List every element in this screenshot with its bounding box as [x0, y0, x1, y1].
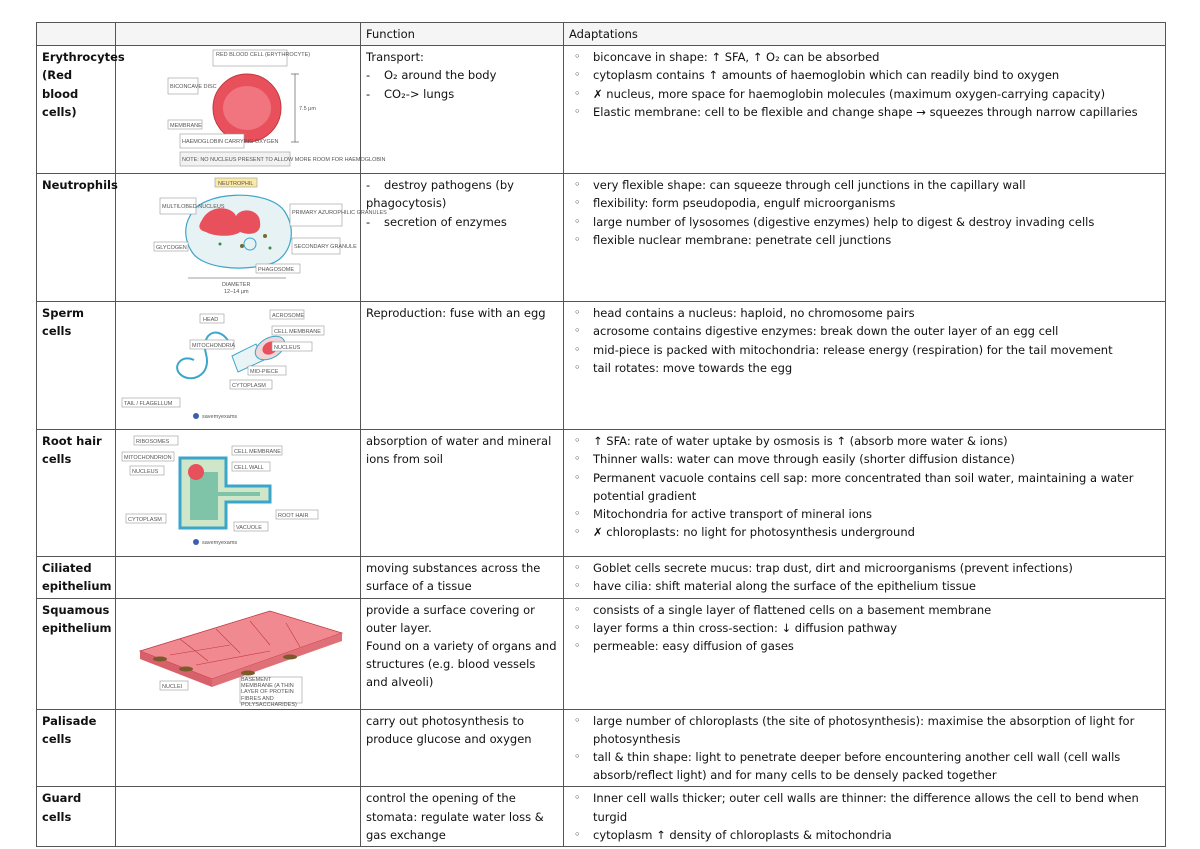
header-cell-figure — [116, 23, 361, 46]
root-label-membrane: CELL MEMBRANE — [234, 449, 281, 456]
adaptations-cell — [564, 302, 1166, 430]
root-label-wall: CELL WALL — [234, 465, 264, 472]
function-item-text: O₂ around the body — [384, 68, 497, 83]
function-intro: Reproduction: fuse with an egg — [366, 306, 546, 321]
adaptation-item: ◦ permeable: easy diffusion of gases — [569, 637, 1160, 655]
adaptations-cell — [564, 430, 1166, 557]
function-item: - secretion of enzymes — [366, 214, 507, 229]
adaptations-cell — [564, 46, 1166, 174]
neutrophil-label-glycogen: GLYCOGEN — [156, 245, 187, 252]
neutrophil-label-secondary: SECONDARY GRANULE — [294, 244, 357, 251]
figure-cell — [116, 430, 361, 557]
root-label-vacuole: VACUOLE — [236, 525, 262, 532]
neutrophil-diagram — [120, 176, 387, 296]
table-row — [37, 557, 1166, 598]
adaptation-item: ◦ cytoplasm contains ↑ amounts of haemoglobin which can readily bind to oxygen — [569, 66, 1160, 84]
adaptation-item: ◦ Mitochondria for active transport of mineral ions — [569, 505, 1160, 523]
rbc-dimension: 7.5 μm — [299, 106, 316, 113]
sperm-label-tail: TAIL / FLAGELLUM — [124, 401, 173, 408]
function-intro: moving substances across the surface of a tissue — [366, 561, 541, 594]
neutrophil-label-diameter: DIAMETER — [222, 282, 251, 289]
adaptation-item: ◦ tall & thin shape: light to penetrate deeper before encountering another cell wall (cell walls absorb/reflect light) and for many cells to be densely packed together — [569, 748, 1160, 784]
function-intro: carry out photosynthesis to produce glucose and oxygen — [366, 713, 532, 746]
rbc-label-haemoglobin: HAEMOGLOBIN CARRYING OXYGEN — [182, 139, 279, 146]
table-header-row — [37, 23, 1166, 46]
function-cell — [361, 46, 564, 174]
cell-name: Neutrophils — [37, 174, 116, 302]
adaptation-item: ◦ flexibility: form pseudopodia, engulf microorganisms — [569, 194, 1160, 212]
neutrophil-label-size: 12–14 μm — [224, 289, 249, 296]
header-function: Function — [361, 23, 564, 46]
figure-cell — [116, 709, 361, 787]
sperm-label-acrosome: ACROSOME — [272, 313, 305, 320]
rbc-note: NOTE: NO NUCLEUS PRESENT TO ALLOW MORE ROOM FOR HAEMOGLOBIN — [182, 157, 386, 164]
figure-cell — [116, 598, 361, 709]
sperm-label-head: HEAD — [203, 317, 219, 324]
root-label-ribosomes: RIBOSOMES — [136, 439, 170, 446]
adaptation-item: ◦ cytoplasm ↑ density of chloroplasts & mitochondria — [569, 826, 1160, 844]
table-row — [37, 46, 1166, 174]
table-row — [37, 430, 1166, 557]
adaptation-item: ◦ consists of a single layer of flattened cells on a basement membrane — [569, 601, 1160, 619]
table-row — [37, 302, 1166, 430]
adaptation-item: ◦ flexible nuclear membrane: penetrate cell junctions — [569, 231, 1160, 249]
adaptation-item: ◦ biconcave in shape: ↑ SFA, ↑ O₂ can be absorbed — [569, 48, 1160, 66]
cell-name: Ciliated epithelium — [37, 557, 116, 598]
squamous-label-basement: BASEMENT MEMBRANE (A THIN LAYER OF PROTEIN FIBRES AND POLYSACCHARIDES) — [241, 676, 297, 708]
sperm-label-cytoplasm: CYTOPLASM — [232, 383, 266, 390]
function-item-text: CO₂-> lungs — [384, 86, 455, 101]
neutrophil-title: NEUTROPHIL — [218, 181, 254, 188]
figure-cell — [116, 302, 361, 430]
adaptation-item: ◦ very flexible shape: can squeeze through cell junctions in the capillary wall — [569, 176, 1160, 194]
function-cell — [361, 709, 564, 787]
squamous-label-nuclei: NUCLEI — [162, 683, 183, 690]
cell-name: Guard cells — [37, 787, 116, 847]
cell-name: Squamous epithelium — [37, 598, 116, 709]
adaptations-cell — [564, 557, 1166, 598]
adaptation-item: ◦ Thinner walls: water can move through easily (shorter diffusion distance) — [569, 450, 1160, 468]
root-label-roothair: ROOT HAIR — [278, 513, 309, 520]
table-row — [37, 598, 1166, 709]
adaptation-item: ◦ ↑ SFA: rate of water uptake by osmosis is ↑ (absorb more water & ions) — [569, 432, 1160, 450]
neutrophil-label-primary: PRIMARY AZUROPHILIC GRANULES — [292, 210, 387, 217]
adaptation-item: ◦ tail rotates: move towards the egg — [569, 359, 1160, 377]
function-cell — [361, 174, 564, 302]
root-hair-cell-diagram — [120, 432, 350, 552]
neutrophil-label-phagosome: PHAGOSOME — [258, 267, 295, 274]
adaptation-item: ◦ ✗ chloroplasts: no light for photosynthesis underground — [569, 523, 1160, 541]
figure-cell — [116, 46, 386, 174]
function-cell — [361, 557, 564, 598]
adaptation-item: ◦ mid-piece is packed with mitochondria: release energy (respiration) for the tail movement — [569, 341, 1160, 359]
cell-name: Erythrocytes (Red blood cells) — [37, 46, 116, 174]
sperm-label-nucleus: NUCLEUS — [274, 345, 301, 352]
adaptation-item: ◦ have cilia: shift material along the surface of the epithelium tissue — [569, 577, 1160, 595]
figure-cell — [116, 787, 361, 847]
root-label-mitochondrion: MITOCHONDRION — [124, 455, 172, 462]
sperm-brand: savemyexams — [202, 414, 238, 421]
squamous-epithelium-diagram — [120, 601, 350, 708]
neutrophil-label-nucleus: MULTILOBED NUCLEUS — [162, 204, 225, 211]
adaptations-cell — [564, 598, 1166, 709]
function-item-text: destroy pathogens (by phagocytosis) — [366, 178, 514, 211]
table-row — [37, 709, 1166, 787]
cell-name: Palisade cells — [37, 709, 116, 787]
rbc-label-biconcave: BICONCAVE DISC — [170, 84, 217, 91]
header-cell-name — [37, 23, 116, 46]
adaptation-item: ◦ large number of lysosomes (digestive enzymes) help to digest & destroy invading cells — [569, 213, 1160, 231]
function-item: - CO₂-> lungs — [366, 86, 455, 101]
root-brand: savemyexams — [202, 540, 238, 547]
adaptation-item: ◦ Goblet cells secrete mucus: trap dust, dirt and microorganisms (prevent infections) — [569, 559, 1160, 577]
adaptation-item: ◦ acrosome contains digestive enzymes: break down the outer layer of an egg cell — [569, 322, 1160, 340]
adaptation-item: ◦ head contains a nucleus: haploid, no chromosome pairs — [569, 304, 1160, 322]
rbc-label-membrane: MEMBRANE — [170, 123, 202, 130]
function-item: - destroy pathogens (by phagocytosis) — [366, 178, 514, 211]
adaptation-item: ◦ large number of chloroplasts (the site of photosynthesis): maximise the absorption of light for photosynthesis — [569, 712, 1160, 748]
function-intro: provide a surface covering or outer layer. — [366, 602, 535, 635]
red-blood-cell-diagram — [120, 48, 386, 168]
adaptation-item: ◦ Inner cell walls thicker; outer cell walls are thinner: the difference allows the cell to bend when turgid — [569, 789, 1160, 825]
function-cell — [361, 430, 564, 557]
adaptations-cell — [564, 787, 1166, 847]
function-item: - O₂ around the body — [366, 68, 497, 83]
header-adaptations: Adaptations — [564, 23, 1166, 46]
function-intro: Transport: — [366, 50, 424, 65]
root-label-cytoplasm: CYTOPLASM — [128, 517, 162, 524]
function-cell — [361, 302, 564, 430]
table-row — [37, 174, 1166, 302]
function-item-text: secretion of enzymes — [384, 214, 507, 229]
adaptation-item: ◦ layer forms a thin cross-section: ↓ diffusion pathway — [569, 619, 1160, 637]
table-row — [37, 787, 1166, 847]
function-cell — [361, 787, 564, 847]
function-intro: control the opening of the stomata: regulate water loss & gas exchange — [366, 791, 544, 842]
sperm-label-mitochondria: MITOCHONDRIA — [192, 343, 235, 350]
cells-table — [36, 22, 1166, 847]
function-cell — [361, 598, 564, 709]
rbc-title: RED BLOOD CELL (ERYTHROCYTE) — [216, 52, 311, 59]
function-intro: absorption of water and mineral ions from soil — [366, 434, 552, 467]
function-extra: Found on a variety of organs and structures (e.g. blood vessels and alveoli) — [366, 639, 557, 690]
adaptations-cell — [564, 709, 1166, 787]
adaptation-item: ◦ Permanent vacuole contains cell sap: more concentrated than soil water, maintaining a water potential gradient — [569, 469, 1160, 505]
root-label-nucleus: NUCLEUS — [132, 469, 159, 476]
sperm-label-midpiece: MID-PIECE — [250, 369, 279, 376]
sperm-label-membrane: CELL MEMBRANE — [274, 329, 321, 336]
adaptation-item: ◦ Elastic membrane: cell to be flexible and change shape → squeezes through narrow capillaries — [569, 103, 1160, 121]
cell-name: Root hair cells — [37, 430, 116, 557]
adaptations-cell — [564, 174, 1166, 302]
sperm-cell-diagram — [120, 304, 350, 424]
adaptation-item: ◦ ✗ nucleus, more space for haemoglobin molecules (maximum oxygen-carrying capacity) — [569, 85, 1160, 103]
figure-cell — [116, 174, 387, 302]
cell-name: Sperm cells — [37, 302, 116, 430]
figure-cell — [116, 557, 361, 598]
